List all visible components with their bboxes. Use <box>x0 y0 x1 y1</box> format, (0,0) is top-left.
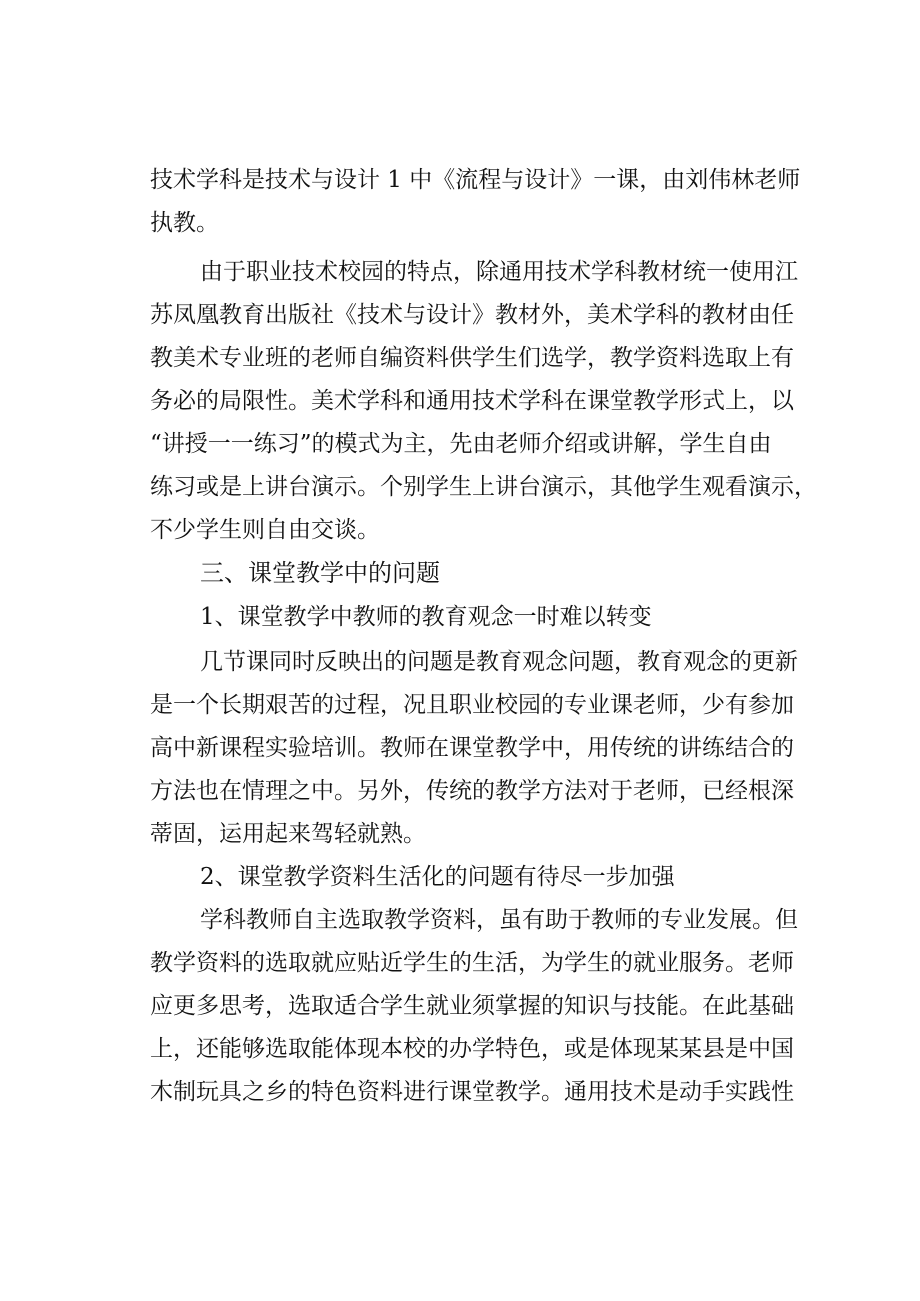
paragraph-line: 上，还能够选取能体现本校的办学特色，或是体现某某县是中国 <box>150 1036 794 1062</box>
paragraph-line: 几节课同时反映出的问题是教育观念问题，教育观念的更新 <box>200 649 798 675</box>
paragraph-line: 学科教师自主选取教学资料，虽有助于教师的专业发展。但 <box>200 907 798 933</box>
paragraph-line: 高中新课程实验培训。教师在课堂教学中，用传统的讲练结合的 <box>150 735 794 761</box>
paragraph-line: 是一个长期艰苦的过程，况且职业校园的专业课老师，少有参加 <box>150 692 794 718</box>
paragraph-line: 教美术专业班的老师自编资料供学生们选学，教学资料选取上有 <box>150 345 794 371</box>
section-heading: 三、课堂教学中的问题 <box>200 559 440 587</box>
paragraph-line: 务必的局限性。美术学科和通用技术学科在课堂教学形式上，以 <box>150 388 794 414</box>
paragraph-line: 方法也在情理之中。另外，传统的教学方法对于老师，已经根深 <box>150 778 794 804</box>
paragraph-line: 木制玩具之乡的特色资料进行课堂教学。通用技术是动手实践性 <box>150 1079 794 1105</box>
paragraph-line: “讲授一一练习”的模式为主，先由老师介绍或讲解，学生自由 <box>150 431 772 457</box>
paragraph-line: 技术学科是技术与设计 1 中《流程与设计》一课，由刘伟林老师 <box>150 167 801 193</box>
subsection-heading: 2、课堂教学资料生活化的问题有待尽一步加强 <box>200 864 675 890</box>
subsection-heading: 1、课堂教学中教师的教育观念一时难以转变 <box>200 604 652 630</box>
paragraph-line: 由于职业技术校园的特点，除通用技术学科教材统一使用江 <box>200 259 798 285</box>
paragraph-line: 应更多思考，选取适合学生就业须掌握的知识与技能。在此基础 <box>150 993 794 1019</box>
paragraph-line: 苏凤凰教育出版社《技术与设计》教材外，美术学科的教材由任 <box>150 302 794 328</box>
paragraph-line: 教学资料的选取就应贴近学生的生活，为学生的就业服务。老师 <box>150 950 794 976</box>
paragraph-line: 蒂固，运用起来驾轻就熟。 <box>150 821 426 847</box>
paragraph-line: 不少学生则自由交谈。 <box>150 517 380 543</box>
paragraph-line: 执教。 <box>150 210 219 236</box>
paragraph-line: 练习或是上讲台演示。个别学生上讲台演示，其他学生观看演示， <box>150 474 817 500</box>
